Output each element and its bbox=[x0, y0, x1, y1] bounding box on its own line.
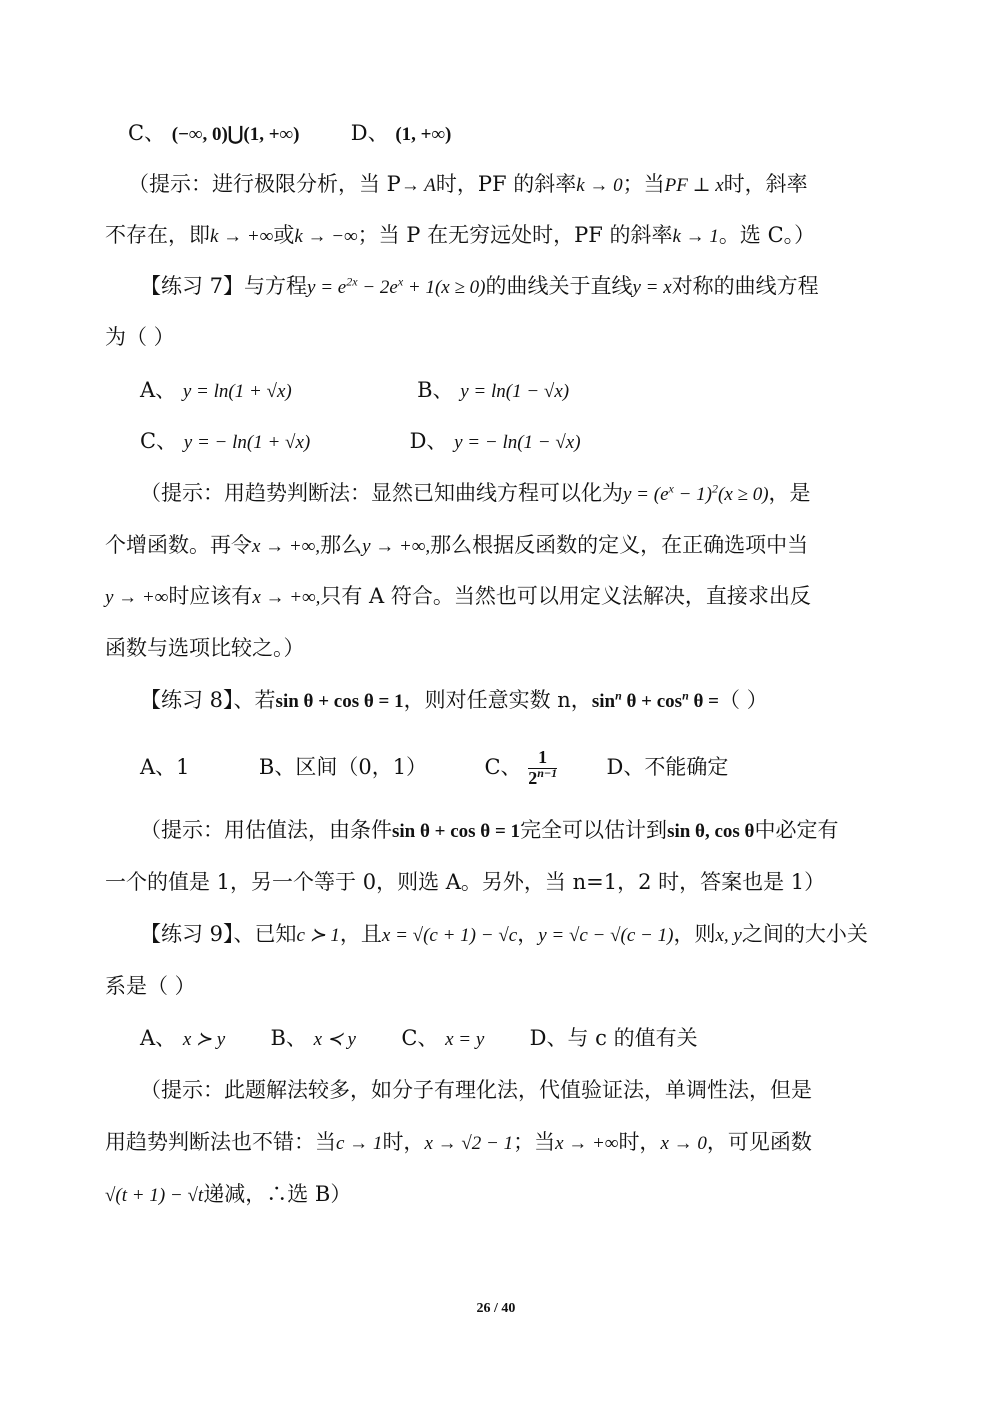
math-sup: n bbox=[615, 688, 622, 703]
math-part: sin bbox=[591, 691, 616, 712]
option-b-label: B、 bbox=[270, 1026, 307, 1050]
hint-text: （提示：此题解法较多，如分子有理化法，代值验证法，单调性法，但是 bbox=[140, 1078, 812, 1102]
math-sup: n−1 bbox=[537, 765, 558, 780]
hint-text: ，可见函数 bbox=[706, 1130, 812, 1154]
option-d: D、与 c 的值有关 bbox=[529, 1026, 698, 1050]
exercise-9-title bbox=[140, 922, 868, 948]
math-expr: y = √c − √(c − 1) bbox=[538, 925, 674, 946]
option-d-expr: (1, +∞) bbox=[395, 124, 452, 145]
math-expr: √(t + 1) − √t bbox=[105, 1185, 204, 1206]
exercise-text: 为（ ） bbox=[105, 325, 175, 349]
exercise-text: 的曲线关于直线 bbox=[485, 274, 633, 298]
hint-text: 一个的值是 1，另一个等于 0，则选 A。另外，当 n=1，2 时，答案也是 1） bbox=[105, 870, 826, 894]
math-sup: 2 bbox=[712, 481, 718, 496]
hint-text: ；当 bbox=[513, 1130, 556, 1154]
option-line-9 bbox=[140, 1026, 698, 1052]
math-sup: 2x bbox=[346, 274, 358, 289]
page-number: 26 / 40 bbox=[476, 1301, 516, 1316]
option-b-expr: x ≺ y bbox=[313, 1029, 356, 1050]
option-line-a-b bbox=[140, 378, 569, 404]
hint-text: 中必定有 bbox=[754, 818, 839, 842]
math-expr: → A bbox=[400, 175, 436, 196]
option-c-expr: y = − ln(1 + √x) bbox=[183, 432, 311, 453]
math-expr: x, y bbox=[715, 925, 742, 946]
math-part: − 2e bbox=[357, 277, 398, 298]
math-expr bbox=[623, 481, 769, 505]
hint-text: 。选 C。） bbox=[718, 223, 816, 247]
hint-text: 那么根据反函数的定义，在正确选项中当 bbox=[430, 533, 809, 557]
hint-line bbox=[140, 818, 838, 844]
hint-text: 那么 bbox=[320, 533, 363, 557]
math-part: + 1(x ≥ 0) bbox=[403, 277, 486, 298]
exercise-text: ，则 bbox=[673, 922, 716, 946]
option-d-label: D、 bbox=[350, 121, 389, 145]
hint-text: 不存在，即 bbox=[105, 223, 210, 247]
math-expr bbox=[307, 274, 486, 298]
math-expr: x → +∞, bbox=[252, 536, 321, 557]
hint-text: 个增函数。再令 bbox=[105, 533, 252, 557]
exercise-text: ，且 bbox=[339, 922, 382, 946]
hint-text: 时， bbox=[618, 1130, 661, 1154]
math-expr: c ≻ 1 bbox=[296, 925, 340, 946]
hint-text: 完全可以估计到 bbox=[520, 818, 668, 842]
option-a-expr: y = ln(1 + √x) bbox=[182, 381, 292, 402]
exercise-text: 【练习 9】、已知 bbox=[140, 922, 297, 946]
hint-text: （提示：用估值法，由条件 bbox=[140, 818, 392, 842]
fraction-numerator: 1 bbox=[528, 748, 557, 769]
hint-line bbox=[105, 533, 808, 559]
math-expr: k → 0 bbox=[576, 175, 623, 196]
math-expr: sin θ + cos θ = 1 bbox=[392, 821, 521, 842]
option-c-label: C、 bbox=[401, 1026, 439, 1050]
hint-text: 时应该有 bbox=[168, 584, 253, 608]
math-expr: x → 0 bbox=[660, 1133, 707, 1154]
math-expr: y = x bbox=[632, 277, 672, 298]
hint-text: 时， bbox=[382, 1130, 425, 1154]
option-b-label: B、 bbox=[417, 378, 454, 402]
option-b-expr: y = ln(1 − √x) bbox=[460, 381, 570, 402]
math-expr: k → +∞ bbox=[210, 226, 274, 247]
math-expr bbox=[591, 688, 720, 712]
math-expr: PF ⊥ x bbox=[664, 175, 724, 196]
exercise-text: ，则对任意实数 n， bbox=[403, 688, 592, 712]
hint-text: 时，PF 的斜率 bbox=[435, 172, 577, 196]
fraction bbox=[528, 748, 557, 789]
option-c-label: C、 bbox=[484, 754, 522, 779]
exercise-7-title bbox=[140, 274, 819, 300]
math-expr: y → +∞ bbox=[105, 587, 169, 608]
hint-text: ；当 P 在无穷远处时，PF 的斜率 bbox=[357, 223, 673, 247]
option-d-expr: y = − ln(1 − √x) bbox=[454, 432, 581, 453]
option-line-8 bbox=[140, 748, 728, 789]
option-a-expr: x ≻ y bbox=[182, 1029, 226, 1050]
math-expr: y → +∞, bbox=[362, 536, 431, 557]
hint-text: （提示：进行极限分析，当 P bbox=[128, 172, 401, 196]
hint-text: 函数与选项比较之。） bbox=[105, 636, 305, 660]
math-expr: sin θ + cos θ = 1 bbox=[275, 691, 404, 712]
math-part: θ = bbox=[688, 691, 720, 712]
math-sup: x bbox=[668, 481, 674, 496]
math-part: θ + cos bbox=[621, 691, 683, 712]
exercise-7-title-cont bbox=[105, 325, 175, 350]
hint-text: 时，斜率 bbox=[723, 172, 808, 196]
math-expr: k → 1 bbox=[672, 226, 719, 247]
option-line-c-d bbox=[128, 121, 451, 147]
option-c-label: C、 bbox=[128, 121, 166, 145]
hint-text: 或 bbox=[273, 223, 295, 247]
fraction-denominator bbox=[528, 765, 558, 789]
option-c-label: C、 bbox=[140, 429, 178, 453]
math-expr: x → +∞ bbox=[555, 1133, 619, 1154]
exercise-text: 之间的大小关 bbox=[741, 922, 868, 946]
math-expr: sin θ, cos θ bbox=[667, 821, 755, 842]
hint-text: 用趋势判断法也不错：当 bbox=[105, 1130, 336, 1154]
option-d-label: D、 bbox=[409, 429, 448, 453]
exercise-text: 对称的曲线方程 bbox=[671, 274, 819, 298]
math-part: 2 bbox=[528, 767, 538, 788]
exercise-text: 【练习 7】与方程 bbox=[140, 274, 308, 298]
math-part: y = (e bbox=[623, 484, 669, 505]
math-part: (x ≥ 0) bbox=[718, 484, 769, 505]
option-a-label: A、 bbox=[140, 378, 177, 402]
hint-line bbox=[140, 1078, 812, 1103]
hint-text: ；当 bbox=[622, 172, 665, 196]
option-d: D、不能确定 bbox=[606, 754, 729, 779]
exercise-8-title bbox=[140, 688, 768, 714]
hint-text: （提示：用趋势判断法：显然已知曲线方程可以化为 bbox=[140, 481, 623, 505]
hint-line bbox=[105, 223, 815, 249]
hint-line bbox=[105, 870, 825, 895]
option-a-label: A、 bbox=[140, 1026, 177, 1050]
exercise-text: （ ） bbox=[719, 688, 768, 712]
math-part: y = e bbox=[307, 277, 347, 298]
exercise-text: 系是（ ） bbox=[105, 974, 196, 998]
math-expr: k → −∞ bbox=[294, 226, 358, 247]
hint-text: ，是 bbox=[768, 481, 811, 505]
math-expr: x → +∞, bbox=[252, 587, 321, 608]
math-expr: c → 1 bbox=[336, 1133, 383, 1154]
option-b: B、区间（0，1） bbox=[258, 754, 428, 779]
hint-line bbox=[140, 481, 811, 507]
hint-line bbox=[105, 1182, 351, 1208]
option-c-expr: x = y bbox=[445, 1029, 485, 1050]
exercise-text: 【练习 8】、若 bbox=[140, 688, 276, 712]
option-line-c-d bbox=[140, 429, 581, 455]
math-sup: n bbox=[682, 688, 689, 703]
hint-line bbox=[105, 636, 305, 661]
hint-text: 只有 A 符合。当然也可以用定义法解决，直接求出反 bbox=[320, 584, 811, 608]
option-c-expr: (−∞, 0)⋃(1, +∞) bbox=[171, 124, 300, 145]
option-a: A、1 bbox=[140, 754, 190, 779]
exercise-9-title-cont bbox=[105, 974, 196, 999]
hint-line bbox=[105, 584, 811, 610]
math-expr: x = √(c + 1) − √c bbox=[381, 925, 518, 946]
hint-text: 递减，∴选 B） bbox=[203, 1182, 352, 1206]
exercise-text: ， bbox=[517, 922, 539, 946]
hint-line bbox=[128, 172, 808, 198]
math-sup: x bbox=[397, 274, 404, 289]
hint-line bbox=[105, 1130, 812, 1156]
math-part: − 1) bbox=[673, 484, 712, 505]
math-expr: x → √2 − 1 bbox=[424, 1133, 514, 1154]
